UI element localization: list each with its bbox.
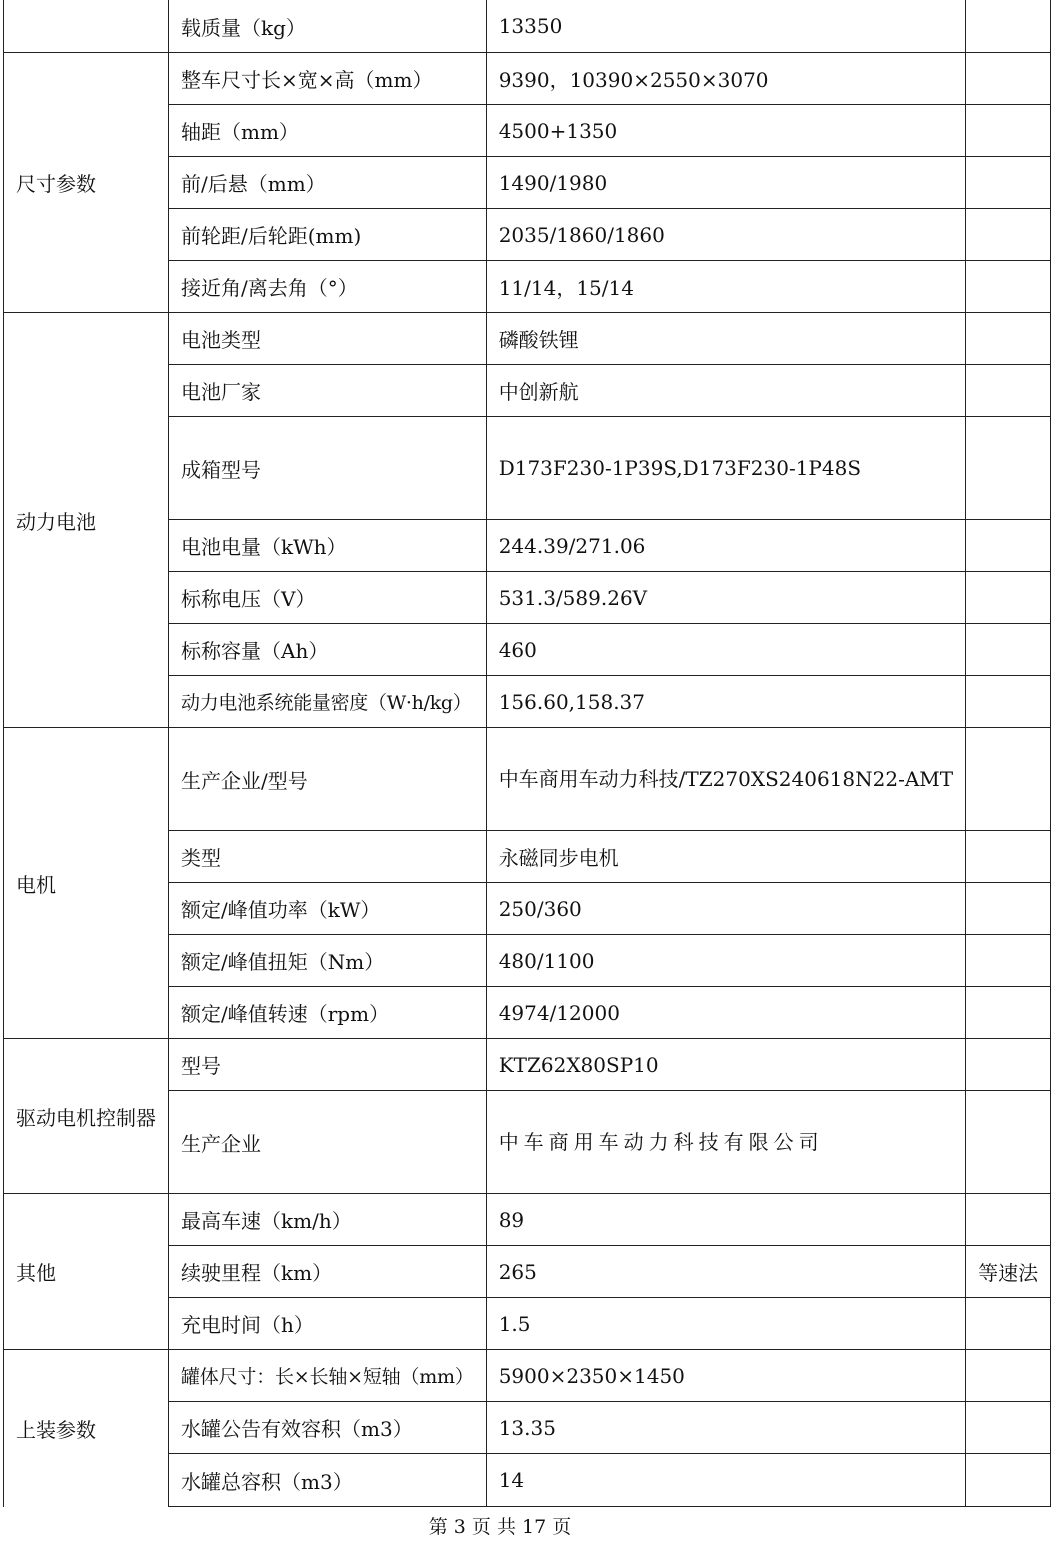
value-cell: 460	[486, 624, 965, 676]
note-cell	[966, 1402, 1051, 1454]
note-cell	[966, 624, 1051, 676]
spec-table	[3, 0, 1051, 1507]
category-cell	[4, 0, 169, 53]
param-cell: 载质量（kg）	[169, 0, 487, 53]
note-cell	[966, 53, 1051, 105]
value-cell: 13350	[486, 0, 965, 53]
param-cell: 充电时间（h）	[169, 1298, 487, 1350]
note-cell	[966, 520, 1051, 572]
note-cell	[966, 935, 1051, 987]
value-cell: 永磁同步电机	[486, 831, 965, 883]
note-cell	[966, 313, 1051, 365]
note-cell	[966, 1454, 1051, 1507]
param-cell: 动力电池系统能量密度（W·h/kg）	[169, 676, 487, 728]
value-cell: 14	[486, 1454, 965, 1507]
param-cell: 接近角/离去角（°）	[169, 261, 487, 313]
param-cell: 轴距（mm）	[169, 105, 487, 157]
param-cell: 成箱型号	[169, 417, 487, 520]
note-cell	[966, 728, 1051, 831]
value-cell: 5900×2350×1450	[486, 1350, 965, 1402]
note-cell	[966, 987, 1051, 1039]
param-cell: 水罐总容积（m3）	[169, 1454, 487, 1507]
param-cell: 罐体尺寸：长×长轴×短轴（mm）	[169, 1350, 487, 1402]
param-cell: 标称容量（Ah）	[169, 624, 487, 676]
value-cell: 中车商用车动力科技有限公司	[486, 1091, 965, 1194]
value-cell: 156.60,158.37	[486, 676, 965, 728]
param-cell: 生产企业/型号	[169, 728, 487, 831]
param-cell: 最高车速（km/h）	[169, 1194, 487, 1246]
table-row	[4, 1039, 1051, 1091]
param-cell: 电池类型	[169, 313, 487, 365]
value-cell: 2035/1860/1860	[486, 209, 965, 261]
value-cell: 中车商用车动力科技/TZ270XS240618N22-AMT	[486, 728, 965, 831]
category-upper: 上装参数	[4, 1350, 169, 1507]
table-row	[4, 313, 1051, 365]
table-row	[4, 53, 1051, 105]
table-row	[4, 1350, 1051, 1402]
param-cell: 额定/峰值扭矩（Nm）	[169, 935, 487, 987]
value-cell: 89	[486, 1194, 965, 1246]
value-cell: 1490/1980	[486, 157, 965, 209]
note-cell	[966, 883, 1051, 935]
category-battery: 动力电池	[4, 313, 169, 728]
note-cell	[966, 157, 1051, 209]
value-cell: 13.35	[486, 1402, 965, 1454]
value-cell: 531.3/589.26V	[486, 572, 965, 624]
param-cell: 前轮距/后轮距(mm)	[169, 209, 487, 261]
param-cell: 型号	[169, 1039, 487, 1091]
value-cell: 中创新航	[486, 365, 965, 417]
value-cell: D173F230-1P39S,D173F230-1P48S	[486, 417, 965, 520]
note-cell	[966, 209, 1051, 261]
value-cell: 磷酸铁锂	[486, 313, 965, 365]
param-cell: 额定/峰值转速（rpm）	[169, 987, 487, 1039]
value-cell: 1.5	[486, 1298, 965, 1350]
value-cell: 250/360	[486, 883, 965, 935]
value-cell: 9390，10390×2550×3070	[486, 53, 965, 105]
note-cell	[966, 831, 1051, 883]
param-cell: 整车尺寸长×宽×高（mm）	[169, 53, 487, 105]
value-cell: 244.39/271.06	[486, 520, 965, 572]
value-cell: KTZ62X80SP10	[486, 1039, 965, 1091]
param-cell: 电池厂家	[169, 365, 487, 417]
param-cell: 续驶里程（km）	[169, 1246, 487, 1298]
param-cell: 电池电量（kWh）	[169, 520, 487, 572]
note-cell	[966, 0, 1051, 53]
note-cell	[966, 417, 1051, 520]
note-cell	[966, 1091, 1051, 1194]
category-controller: 驱动电机控制器	[4, 1039, 169, 1194]
category-other: 其他	[4, 1194, 169, 1350]
value-cell: 4974/12000	[486, 987, 965, 1039]
param-cell: 标称电压（V）	[169, 572, 487, 624]
param-cell: 生产企业	[169, 1091, 487, 1194]
note-cell	[966, 572, 1051, 624]
note-cell	[966, 1298, 1051, 1350]
note-cell	[966, 365, 1051, 417]
note-cell	[966, 1039, 1051, 1091]
table-row	[4, 0, 1051, 53]
page-number: 第 3 页 共 17 页	[428, 1516, 572, 1538]
note-cell	[966, 1350, 1051, 1402]
category-motor: 电机	[4, 728, 169, 1039]
table-row	[4, 1194, 1051, 1246]
value-cell: 4500+1350	[486, 105, 965, 157]
param-cell: 类型	[169, 831, 487, 883]
note-cell	[966, 105, 1051, 157]
param-cell: 额定/峰值功率（kW）	[169, 883, 487, 935]
note-cell	[966, 676, 1051, 728]
value-cell: 480/1100	[486, 935, 965, 987]
value-cell: 11/14，15/14	[486, 261, 965, 313]
category-dimensions: 尺寸参数	[4, 53, 169, 313]
param-cell: 前/后悬（mm）	[169, 157, 487, 209]
param-cell: 水罐公告有效容积（m3）	[169, 1402, 487, 1454]
note-cell	[966, 1194, 1051, 1246]
note-cell: 等速法	[966, 1246, 1051, 1298]
value-cell: 265	[486, 1246, 965, 1298]
note-cell	[966, 261, 1051, 313]
table-row	[4, 728, 1051, 831]
